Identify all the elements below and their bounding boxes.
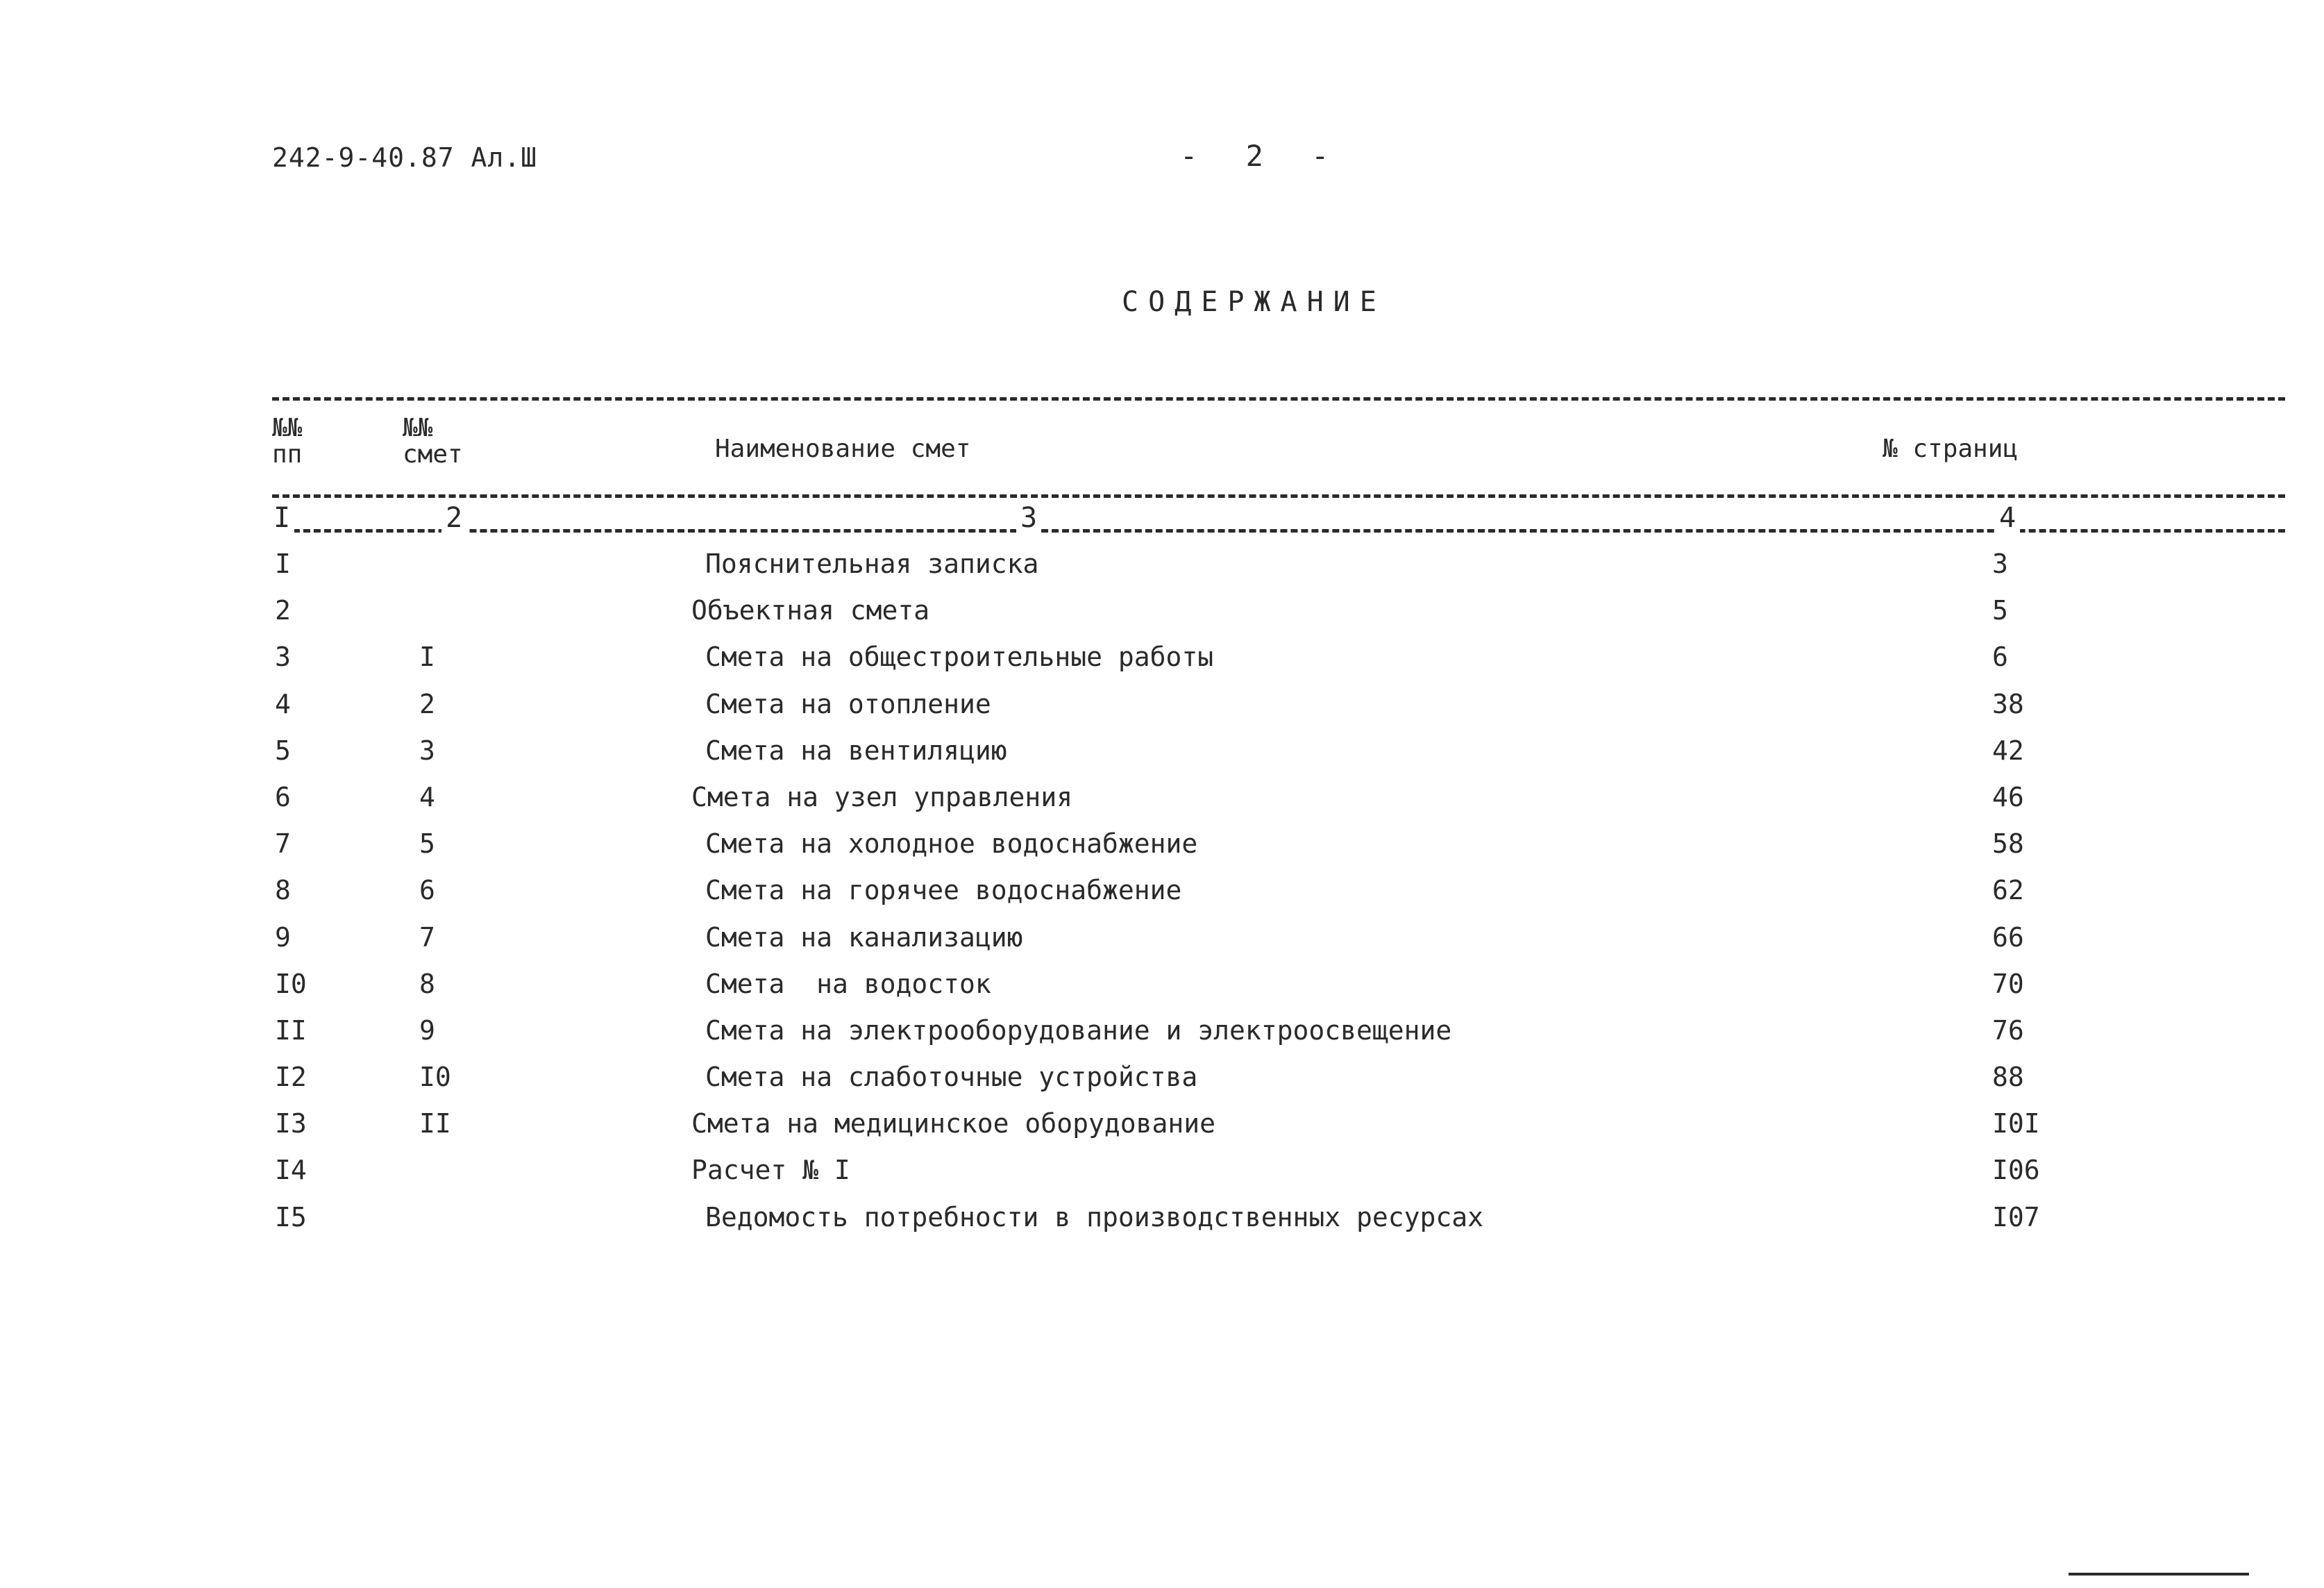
estimate-name: Смета на слаботочные устройства <box>705 1062 1198 1093</box>
page-number-cell: 46 <box>1992 781 2024 812</box>
page-number-cell: I06 <box>1992 1155 2040 1186</box>
estimate-name: Ведомость потребности в производственных ресурсах <box>705 1201 1484 1232</box>
page-number-cell: I0I <box>1992 1108 2040 1139</box>
table-row <box>0 782 2324 828</box>
estimate-number: II <box>419 1108 451 1139</box>
estimate-number: 9 <box>419 1014 435 1046</box>
header-col1-line1: №№ <box>272 414 303 442</box>
page-number-cell: 38 <box>1992 688 2024 719</box>
page-number-cell: 76 <box>1992 1014 2024 1046</box>
row-number: II <box>275 1014 307 1046</box>
estimate-name: Смета на медицинское оборудование <box>691 1108 1215 1139</box>
row-number: 9 <box>275 921 291 953</box>
column-number-rule <box>272 529 2285 533</box>
estimate-number: 8 <box>419 968 435 999</box>
row-number: 4 <box>275 688 291 719</box>
page-number-cell: 62 <box>1992 875 2024 906</box>
table-row <box>0 1062 2324 1108</box>
estimate-number: 6 <box>419 875 435 906</box>
table-row <box>0 549 2324 595</box>
estimate-number: I <box>419 642 435 673</box>
table-row <box>0 689 2324 735</box>
column-number-3: 3 <box>1016 502 1041 534</box>
document-title: СОДЕРЖАНИЕ <box>1122 286 1386 318</box>
page-number-cell: 70 <box>1992 968 2024 999</box>
estimate-name: Смета на общестроительные работы <box>705 642 1214 673</box>
row-number: 6 <box>275 781 291 812</box>
page-number-cell: 58 <box>1992 828 2024 860</box>
estimate-number: I0 <box>419 1062 451 1093</box>
row-number: I <box>275 549 291 579</box>
estimate-name: Смета на вентиляцию <box>705 735 1007 766</box>
row-number: 3 <box>275 642 291 673</box>
table-row <box>0 922 2324 969</box>
row-number: 8 <box>275 875 291 906</box>
table-row <box>0 735 2324 782</box>
estimate-number: 3 <box>419 735 435 766</box>
estimate-number: 7 <box>419 921 435 953</box>
header-col1 <box>272 415 302 468</box>
header-col2 <box>403 415 463 468</box>
table-top-rule <box>272 397 2285 401</box>
table-row <box>0 875 2324 921</box>
row-number: I2 <box>275 1062 307 1093</box>
corner-mark <box>2069 1573 2249 1576</box>
estimate-name: Смета на горячее водоснабжение <box>705 875 1182 906</box>
estimate-name: Смета на холодное водоснабжение <box>705 828 1198 860</box>
row-number: 2 <box>275 595 291 626</box>
estimate-number: 5 <box>419 828 435 860</box>
page-number-cell: 42 <box>1992 735 2024 766</box>
contents-rows <box>0 549 2324 1248</box>
table-row <box>0 595 2324 642</box>
table-row <box>0 969 2324 1015</box>
estimate-name: Пояснительная записка <box>705 549 1039 579</box>
estimate-name: Смета на узел управления <box>691 781 1073 812</box>
document-code: 242-9-40.87 Ал.Ш <box>272 142 538 173</box>
header-col3: Наименование смет <box>715 435 971 463</box>
estimate-number: 4 <box>419 781 435 812</box>
table-row <box>0 1015 2324 1062</box>
header-bottom-rule <box>272 494 2285 498</box>
page-number-cell: 88 <box>1992 1062 2024 1093</box>
column-number-4: 4 <box>1995 502 2020 534</box>
row-number: 5 <box>275 735 291 766</box>
row-number: I5 <box>275 1201 307 1232</box>
table-row <box>0 1155 2324 1201</box>
table-row <box>0 642 2324 688</box>
table-row <box>0 1108 2324 1155</box>
estimate-name: Смета на отопление <box>705 688 991 719</box>
estimate-number: 2 <box>419 688 435 719</box>
estimate-name: Объектная смета <box>691 595 930 626</box>
row-number: I0 <box>275 968 307 999</box>
header-col2-line1: №№ <box>403 414 433 442</box>
estimate-name: Смета на канализацию <box>705 921 1023 953</box>
row-number: 7 <box>275 828 291 860</box>
column-number-2: 2 <box>441 502 466 534</box>
row-number: I3 <box>275 1108 307 1139</box>
page-number-cell: 5 <box>1992 595 2008 626</box>
header-col2-line2: смет <box>403 440 463 469</box>
row-number: I4 <box>275 1155 307 1186</box>
header-col4: № страниц <box>1883 435 2019 463</box>
estimate-name: Смета на электрооборудование и электроосвещение <box>705 1014 1452 1046</box>
column-number-1: I <box>269 502 294 534</box>
header-col1-line2: пп <box>272 440 303 469</box>
table-row <box>0 1202 2324 1248</box>
estimate-name: Расчет № I <box>691 1155 850 1186</box>
page-number-cell: 6 <box>1992 642 2008 673</box>
estimate-name: Смета на водосток <box>705 968 991 999</box>
page-number: - 2 - <box>1180 139 1345 173</box>
page-number-cell: I07 <box>1992 1201 2040 1232</box>
page-number-cell: 3 <box>1992 549 2008 579</box>
table-row <box>0 828 2324 875</box>
page-number-cell: 66 <box>1992 921 2024 953</box>
